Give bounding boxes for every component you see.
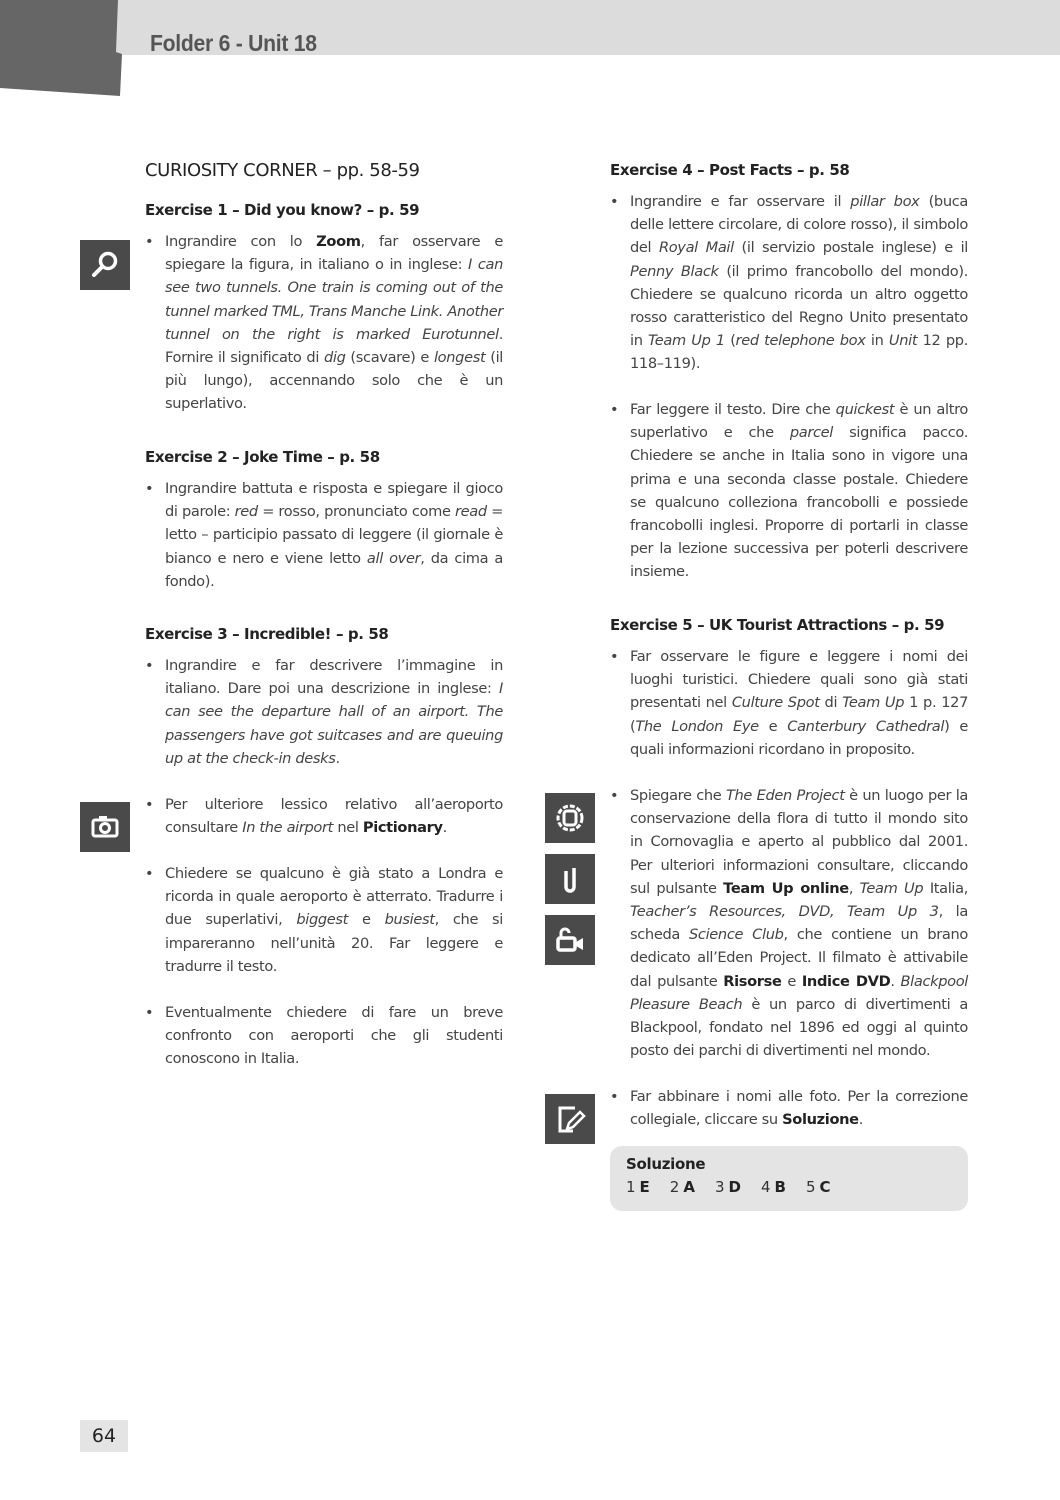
italic-text: Culture Spot bbox=[731, 694, 820, 712]
exercise-3-paragraph-4 bbox=[165, 1001, 503, 1071]
solution-answer bbox=[715, 1178, 741, 1196]
answer-letter: B bbox=[774, 1178, 786, 1196]
exercise-3-heading: Exercise 3 – Incredible! – p. 58 bbox=[145, 625, 389, 643]
exercise-2-heading: Exercise 2 – Joke Time – p. 58 bbox=[145, 448, 380, 466]
italic-text: Teacher’s Resources, DVD, Team Up 3 bbox=[630, 903, 939, 921]
text-segment: è un luogo per la conservazione della flora di tutto il mondo sito in Cornovaglia e aperto al pubblico dal 2001. Per ulteriori informazioni consultare, cliccando sul pulsante bbox=[630, 787, 969, 897]
text-segment: = rosso, pronunciato come bbox=[257, 503, 455, 521]
text-segment: 12 pp. 118–119). bbox=[630, 332, 968, 373]
answer-letter: C bbox=[819, 1178, 831, 1196]
text-segment: = letto – participio passato di leggere (il giornale è bianco e nero e viene letto bbox=[165, 503, 503, 567]
exercise-3-paragraph-3 bbox=[165, 862, 503, 978]
text-segment: nel bbox=[333, 819, 363, 837]
text-segment: Chiedere se qualcuno è già stato a Londra e ricorda in quale aeroporto è atterrato. Tradurre i due superlativi, bbox=[165, 865, 503, 929]
text-segment: 1 p. 127 ( bbox=[630, 694, 969, 735]
text-segment: Spiegare che bbox=[630, 787, 726, 804]
answer-letter: D bbox=[728, 1178, 741, 1196]
exercise-5-paragraph-2 bbox=[630, 784, 968, 1062]
exercise-2-paragraph bbox=[165, 477, 503, 593]
exercise-4-paragraph-1 bbox=[630, 190, 968, 376]
italic-text: biggest bbox=[296, 911, 349, 929]
italic-text: pillar box bbox=[850, 193, 920, 210]
italic-text: all over bbox=[366, 549, 421, 567]
italic-text: parcel bbox=[789, 424, 834, 442]
text-segment: Ingrandire e far osservare il bbox=[630, 193, 851, 210]
exercise-5-paragraph-3 bbox=[630, 1085, 968, 1131]
text-segment: , la scheda bbox=[630, 903, 968, 944]
text-segment: , far osservare e spiegare la figura, in italiano o in inglese: bbox=[165, 233, 503, 274]
solution-answer bbox=[626, 1178, 650, 1196]
solution-answer bbox=[806, 1178, 831, 1196]
text-segment: Per ulteriore lessico relativo all’aeroporto consultare bbox=[165, 796, 503, 837]
text-segment: e bbox=[758, 717, 788, 735]
italic-text: busiest bbox=[384, 911, 435, 929]
text-segment: (il più lungo), accennando solo che è un superlativo. bbox=[165, 349, 504, 413]
text-segment: Italia, bbox=[923, 879, 969, 897]
text-segment: è un altro superlativo e che bbox=[630, 401, 969, 442]
text-segment: , bbox=[848, 879, 860, 897]
text-segment: Ingrandire battuta e risposta e spiegare il gioco di parole: bbox=[165, 480, 503, 521]
italic-text: The Eden Project bbox=[725, 787, 845, 804]
exercise-5-heading: Exercise 5 – UK Tourist Attractions – p. 59 bbox=[610, 616, 945, 634]
italic-text: The London Eye bbox=[635, 717, 759, 735]
bold-text: Pictionary bbox=[362, 819, 443, 837]
solution-answer bbox=[761, 1178, 786, 1196]
bold-text: Soluzione bbox=[782, 1111, 859, 1129]
italic-text: Canterbury Cathedral bbox=[787, 717, 945, 735]
text-segment: . bbox=[858, 1111, 864, 1129]
text-segment: . bbox=[442, 819, 447, 837]
text-segment: ( bbox=[724, 332, 736, 350]
edit-document-icon[interactable] bbox=[545, 1094, 595, 1144]
italic-text: Team Up bbox=[859, 879, 924, 897]
exercise-4-heading: Exercise 4 – Post Facts – p. 58 bbox=[610, 161, 850, 179]
answer-number: 3 bbox=[714, 1178, 725, 1196]
italic-text: Penny Black bbox=[630, 262, 719, 280]
folder-tab bbox=[0, 0, 125, 96]
italic-text: longest bbox=[433, 349, 486, 367]
section-title: CURIOSITY CORNER – pp. 58-59 bbox=[145, 160, 420, 181]
exercise-1-paragraph bbox=[165, 230, 503, 416]
text-segment: e bbox=[781, 972, 802, 990]
text-segment: e bbox=[348, 911, 385, 929]
italic-text: red telephone box bbox=[735, 332, 866, 350]
text-segment: , che si impareranno nell’unità 20. Far leggere e tradurre il testo. bbox=[165, 911, 503, 975]
video-camera-icon[interactable] bbox=[545, 915, 595, 965]
text-segment: Far osservare le figure e leggere i nomi dei luoghi turistici. Chiedere quali sono già stati presentati nel bbox=[630, 648, 968, 712]
solution-answers bbox=[626, 1178, 831, 1196]
text-segment: Ingrandire con lo bbox=[165, 233, 317, 250]
exercise-3-paragraph-1 bbox=[165, 654, 503, 770]
italic-text: In the airport bbox=[242, 819, 334, 837]
text-segment: . bbox=[890, 972, 901, 990]
exercise-3-paragraph-2 bbox=[165, 793, 503, 839]
text-segment: . Fornire il significato di bbox=[165, 325, 503, 367]
answer-letter: A bbox=[683, 1178, 695, 1196]
camera-icon[interactable] bbox=[80, 802, 130, 852]
answer-letter: E bbox=[639, 1178, 650, 1196]
exercise-4-paragraph-2 bbox=[630, 398, 968, 584]
bold-text: Zoom bbox=[316, 233, 361, 250]
page-number: 64 bbox=[80, 1420, 128, 1452]
text-segment: ) e quali informazioni ricordano in proposito. bbox=[630, 717, 968, 758]
italic-text: Science Club bbox=[689, 926, 784, 944]
text-segment: in bbox=[865, 332, 889, 350]
italic-text: I can see two tunnels. One train is coming out of the tunnel marked TML, Trans Manche Link. Another tunnel on the right is marked Eurotunnel bbox=[165, 256, 503, 343]
text-segment: . bbox=[335, 749, 340, 767]
paperclip-icon[interactable] bbox=[545, 854, 595, 904]
italic-text: Unit bbox=[888, 332, 918, 350]
italic-text: Team Up 1 bbox=[648, 332, 725, 350]
text-segment: , che contiene un brano dedicato all’Eden Project. Il filmato è attivabile dal pulsante bbox=[630, 926, 968, 990]
text-segment: di bbox=[819, 694, 843, 712]
text-segment: Eventualmente chiedere di fare un breve confronto con aeroporti che gli studenti conoscono in Italia. bbox=[165, 1004, 503, 1068]
italic-text: I can see the departure hall of an airport. The passengers have got suitcases and are queuing up at the check-in desks bbox=[165, 680, 503, 767]
solution-title: Soluzione bbox=[626, 1155, 706, 1173]
bold-text: Risorse bbox=[723, 972, 782, 990]
text-segment: Far leggere il testo. Dire che bbox=[630, 401, 836, 418]
text-segment: Ingrandire e far descrivere l’immagine in italiano. Dare poi una descrizione in inglese: bbox=[165, 657, 503, 698]
text-segment: (scavare) e bbox=[345, 349, 434, 367]
text-segment: (buca delle lettere circolare, di colore rosso), il simbolo del bbox=[630, 193, 969, 257]
answer-number: 4 bbox=[760, 1178, 771, 1196]
bold-text: Team Up online bbox=[723, 879, 849, 897]
text-segment: significa pacco. Chiedere se anche in Italia sono in vigore una prima e una seconda classe postale. Chiedere se qualcuno colleziona francobolli e possiede francobolli inglesi. Proporre di portarli in classe per la lezione successiva per poterli descrivere insieme. bbox=[630, 424, 968, 581]
italic-text: Blackpool Pleasure Beach bbox=[630, 972, 969, 1013]
italic-text: dig bbox=[323, 349, 346, 367]
exercise-5-paragraph-1 bbox=[630, 645, 968, 761]
italic-text: quickest bbox=[835, 401, 895, 418]
globe-icon[interactable] bbox=[545, 793, 595, 843]
solution-answer bbox=[670, 1178, 695, 1196]
italic-text: Royal Mail bbox=[658, 239, 734, 257]
italic-text: read bbox=[454, 503, 487, 521]
solution-box bbox=[610, 1146, 968, 1211]
exercise-1-heading: Exercise 1 – Did you know? – p. 59 bbox=[145, 201, 420, 219]
italic-text: Team Up bbox=[842, 694, 905, 712]
bold-text: Indice DVD bbox=[801, 972, 891, 990]
text-segment: (il primo francobollo del mondo). Chiedere se qualcuno ricorda un altro oggetto rosso caratteristico del Regno Unito presentato in bbox=[630, 262, 968, 350]
zoom-icon[interactable] bbox=[80, 240, 130, 290]
answer-number: 2 bbox=[669, 1178, 680, 1196]
italic-text: red bbox=[234, 503, 258, 521]
page-header-title: Folder 6 - Unit 18 bbox=[150, 30, 317, 56]
text-segment: (il servizio postale inglese) e il bbox=[733, 239, 968, 257]
text-segment: , da cima a fondo). bbox=[165, 549, 504, 590]
answer-number: 5 bbox=[805, 1178, 816, 1196]
text-segment: è un parco di divertimenti a Blackpool, fondato nel 1896 ed oggi al quinto posto dei parchi di divertimenti nel mondo. bbox=[630, 995, 968, 1060]
text-segment: Far abbinare i nomi alle foto. Per la correzione collegiale, cliccare su bbox=[630, 1088, 968, 1129]
answer-number: 1 bbox=[626, 1178, 636, 1196]
